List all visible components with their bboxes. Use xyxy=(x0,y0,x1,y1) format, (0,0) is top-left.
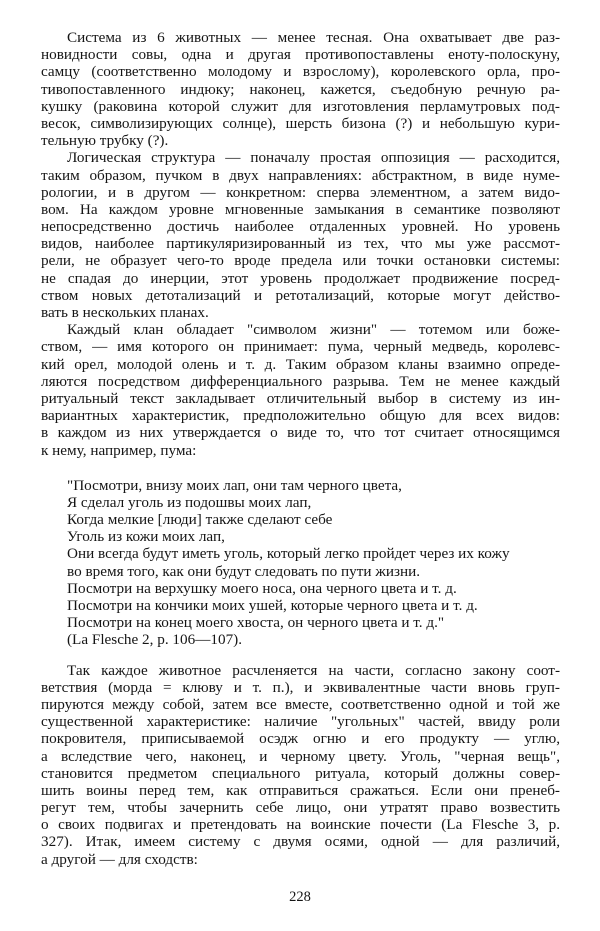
text-line: непосредственно достичь наиболее отдаленных уровней. Но уровень xyxy=(41,218,560,236)
text-line: рели, не образует чего-то вроде предела или точки остановки системы: xyxy=(41,252,560,270)
text-line: а вследствие чего, наконец, и черному цвету. Уголь, "черная вещь", xyxy=(41,747,560,765)
text-line: Каждый клан обладает "символом жизни" — тотемом или боже- xyxy=(67,321,560,339)
text-line: ством, — имя которого он принимает: пума, черный медведь, королевс- xyxy=(41,338,560,356)
text-line: ством новых детотализаций и ретотализаций, которые могут действо- xyxy=(41,286,560,304)
text-line: покровителя, приписываемой осэдж огню и его продукту — углю, xyxy=(41,730,560,748)
quote-line: Посмотри на кончики моих ушей, которые черного цвета и т. д. xyxy=(67,597,478,614)
text-line: не спадая до инерции, этот уровень продолжает продвижение посред- xyxy=(41,269,560,287)
quote-line: Я сделал уголь из подошвы моих лап, xyxy=(67,493,312,511)
quote-line: (La Flesche 2, p. 106—107). xyxy=(67,631,243,649)
document-page xyxy=(41,29,560,868)
quote-line: Посмотри на конец моего хвоста, он черного цвета и т. д." xyxy=(67,614,445,632)
text-line: тельную трубку (?). xyxy=(41,132,169,150)
text-line: в каждом из них утверждается о виде то, что тот считает относящимся xyxy=(41,424,560,442)
text-line: ляются посредством дифференциального разрыва. Тем не менее каждый xyxy=(41,372,560,390)
text-line: кушку (раковина которой служит для изготовления перламутровых под- xyxy=(41,97,560,115)
quoted-ritual-text xyxy=(41,477,560,649)
text-line: вать в нескольких планах. xyxy=(41,304,209,321)
body-text-after-quote xyxy=(41,662,560,868)
text-line: к нему, например, пума: xyxy=(41,441,197,459)
text-line: рологии, и в другом — конкретном: сперва элементном, а затем видо- xyxy=(41,183,560,201)
paragraph xyxy=(41,29,560,149)
text-line: ветствия (морда = клюву и т. п.), и эквивалентные части вновь груп- xyxy=(41,678,560,696)
paragraph xyxy=(41,662,560,868)
text-line: вариантных характеристик, предположительно общую для всех видов: xyxy=(41,407,560,425)
text-line: становится предметом специального ритуала, который должны совер- xyxy=(41,764,560,782)
quote-line: во время того, как они будут следовать по пути жизни. xyxy=(67,562,421,580)
text-line: таким образом, пучком в двух направлениях: абстрактном, в виде нуме- xyxy=(41,166,560,184)
paragraph xyxy=(41,321,560,459)
text-line: Так каждое животное расчленяется на части, согласно закону соот- xyxy=(67,661,560,679)
text-line: весок, символизирующих солнце), шерсть бизона (?) и небольшую кури- xyxy=(41,114,560,132)
text-line: о своих подвигах и претендовать на воинские почести (La Flesche 3, p. xyxy=(41,816,560,834)
quote-line: Они всегда будут иметь уголь, который легко пройдет через их кожу xyxy=(67,545,510,563)
body-text-before-quote xyxy=(41,29,560,459)
quote-line: Уголь из кожи моих лап, xyxy=(67,528,225,546)
text-line: Логическая структура — поначалу простая оппозиция — расходится, xyxy=(67,149,560,167)
text-line: регут тем, чтобы зачернить себе лицо, они утратят право возвестить xyxy=(41,799,560,817)
quote-line: "Посмотри, внизу моих лап, они там черного цвета, xyxy=(67,476,402,494)
text-line: кий орел, молодой олень и т. д. Таким образом кланы взаимно опреде- xyxy=(41,355,560,373)
text-line: самцу (соответственно молодому и взрослому), королевского орла, про- xyxy=(41,63,560,81)
text-line: новидности совы, одна и другая противопоставлены еноту-полоскуну, xyxy=(41,46,560,64)
text-line: шить воины перед тем, как отправиться сражаться. Если они пренеб- xyxy=(41,781,560,799)
text-line: пируются между собой, затем все вместе, соответственно одной и той же xyxy=(41,695,560,713)
text-line: ритуальный текст закладывает отличительный выбор в систему из ин- xyxy=(41,389,560,407)
quote-line: Когда мелкие [люди] также сделают себе xyxy=(67,511,333,529)
quote-line: Посмотри на верхушку моего носа, она черного цвета и т. д. xyxy=(67,579,457,597)
text-line: 327). Итак, имеем систему с двумя осями, одной — для различий, xyxy=(41,833,560,851)
text-line: а другой — для сходств: xyxy=(41,850,198,868)
text-line: Система из 6 животных — менее тесная. Она охватывает две раз- xyxy=(67,29,560,46)
paragraph xyxy=(41,149,560,321)
text-line: вом. На каждом уровне мгновенные замыкания в семантике позволяют xyxy=(41,200,560,218)
page-number: 228 xyxy=(289,889,311,905)
text-line: тивопоставленного индюку; наконец, кажется, съедобную речную ра- xyxy=(41,80,560,98)
text-line: видов, наиболее партикуляризированный из тех, что мы уже рассмот- xyxy=(41,235,560,253)
text-line: существенной характеристике: наличие "угольных" частей, ввиду роли xyxy=(41,713,560,731)
